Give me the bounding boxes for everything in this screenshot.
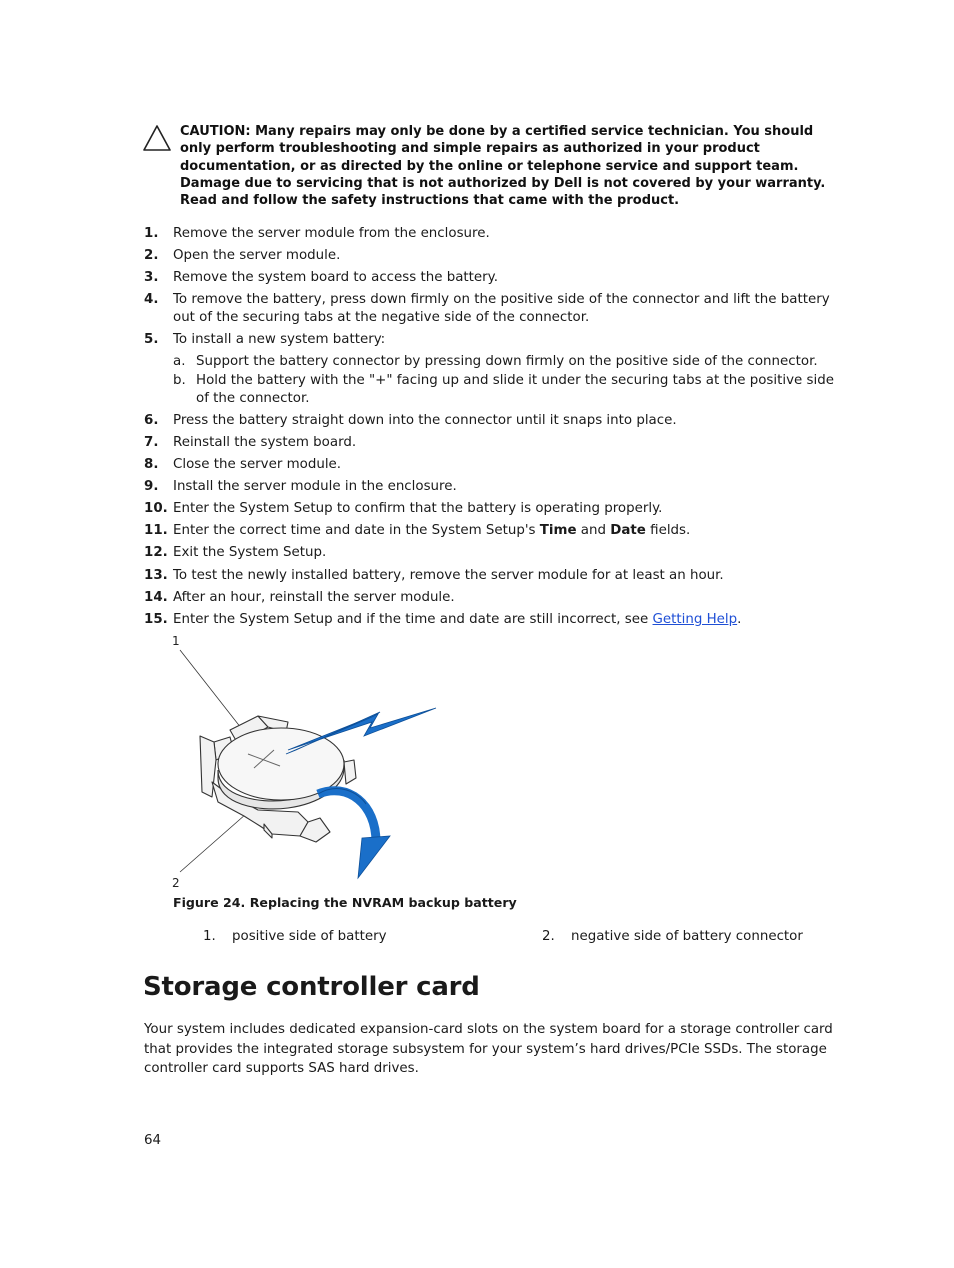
- field-name-date: Date: [610, 523, 646, 538]
- step-number: 12.: [144, 545, 168, 560]
- page-number: 64: [144, 1133, 162, 1148]
- coin-battery: [218, 728, 344, 809]
- battery-figure: [168, 632, 448, 894]
- step-text: Enter the System Setup to confirm that the battery is operating properly.: [173, 501, 663, 516]
- substep-text: Support the battery connector by pressing down firmly on the positive side of the connector.: [196, 354, 818, 369]
- step-text: Enter the correct time and date in the System Setup's Time and Date fields.: [173, 523, 691, 538]
- step-text: Install the server module in the enclosure.: [173, 479, 457, 494]
- legend-text: positive side of battery: [232, 929, 387, 944]
- step-number: 6.: [144, 413, 159, 428]
- caution-icon: [142, 124, 172, 152]
- step-number: 10.: [144, 501, 168, 516]
- step-text: Enter the System Setup and if the time and date are still incorrect, see Getting Help.: [173, 612, 742, 627]
- leader-line-2: [180, 814, 246, 872]
- step-number: 11.: [144, 523, 168, 538]
- substep-text: Hold the battery with the "+" facing up and slide it under the securing tabs at the positive side of the connector.: [196, 373, 834, 406]
- legend-number: 1.: [203, 929, 216, 944]
- field-name-time: Time: [539, 523, 577, 538]
- step-number: 4.: [144, 292, 159, 307]
- section-heading: Storage controller card: [143, 972, 480, 1002]
- step-text: Press the battery straight down into the connector until it snaps into place.: [173, 413, 677, 428]
- step-text: To install a new system battery:: [173, 332, 386, 347]
- figure-caption: Figure 24. Replacing the NVRAM backup battery: [173, 895, 517, 910]
- legend-number: 2.: [542, 929, 555, 944]
- callout-1: 1: [172, 634, 180, 648]
- step-text: Reinstall the system board.: [173, 435, 357, 450]
- step-number: 15.: [144, 612, 168, 627]
- caution-text: CAUTION: Many repairs may only be done by a certified service technician. You should only perform troubleshooting and simple repairs as authorized in your product documentation, or as directed by the online or telephone service and support team. Damage due to servicing that is not authorized by Dell is not covered by your warranty. Read and follow the safety instructions that came with the product.: [180, 124, 826, 209]
- step-number: 9.: [144, 479, 159, 494]
- step-text: To test the newly installed battery, remove the server module for at least an hour.: [173, 568, 724, 583]
- step-number: 1.: [144, 226, 159, 241]
- legend-text: negative side of battery connector: [571, 929, 803, 944]
- step-text: Exit the System Setup.: [173, 545, 327, 560]
- step-number: 14.: [144, 590, 168, 605]
- step-number: 8.: [144, 457, 159, 472]
- step-text: Close the server module.: [173, 457, 342, 472]
- step-text: Remove the server module from the enclosure.: [173, 226, 490, 241]
- legend-item-2: [542, 929, 803, 944]
- substep-letter: a.: [173, 354, 186, 369]
- step-text: Open the server module.: [173, 248, 341, 263]
- legend-item-1: [203, 929, 387, 944]
- step-text: To remove the battery, press down firmly on the positive side of the connector and lift the battery out of the securing tabs at the negative side of the connector.: [173, 292, 830, 325]
- step-number: 2.: [144, 248, 159, 263]
- step-text: After an hour, reinstall the server module.: [173, 590, 455, 605]
- getting-help-link[interactable]: Getting Help: [652, 612, 738, 627]
- step-number: 5.: [144, 332, 159, 347]
- callout-2: 2: [172, 876, 180, 890]
- step-number: 3.: [144, 270, 159, 285]
- substep-letter: b.: [173, 373, 186, 388]
- step-number: 7.: [144, 435, 159, 450]
- step-number: 13.: [144, 568, 168, 583]
- step-text: Remove the system board to access the battery.: [173, 270, 498, 285]
- section-paragraph: Your system includes dedicated expansion-card slots on the system board for a storage controller card that provides the integrated storage subsystem for your system’s hard drives/PCIe SSDs. The storage controller card supports SAS hard drives.: [144, 1022, 833, 1077]
